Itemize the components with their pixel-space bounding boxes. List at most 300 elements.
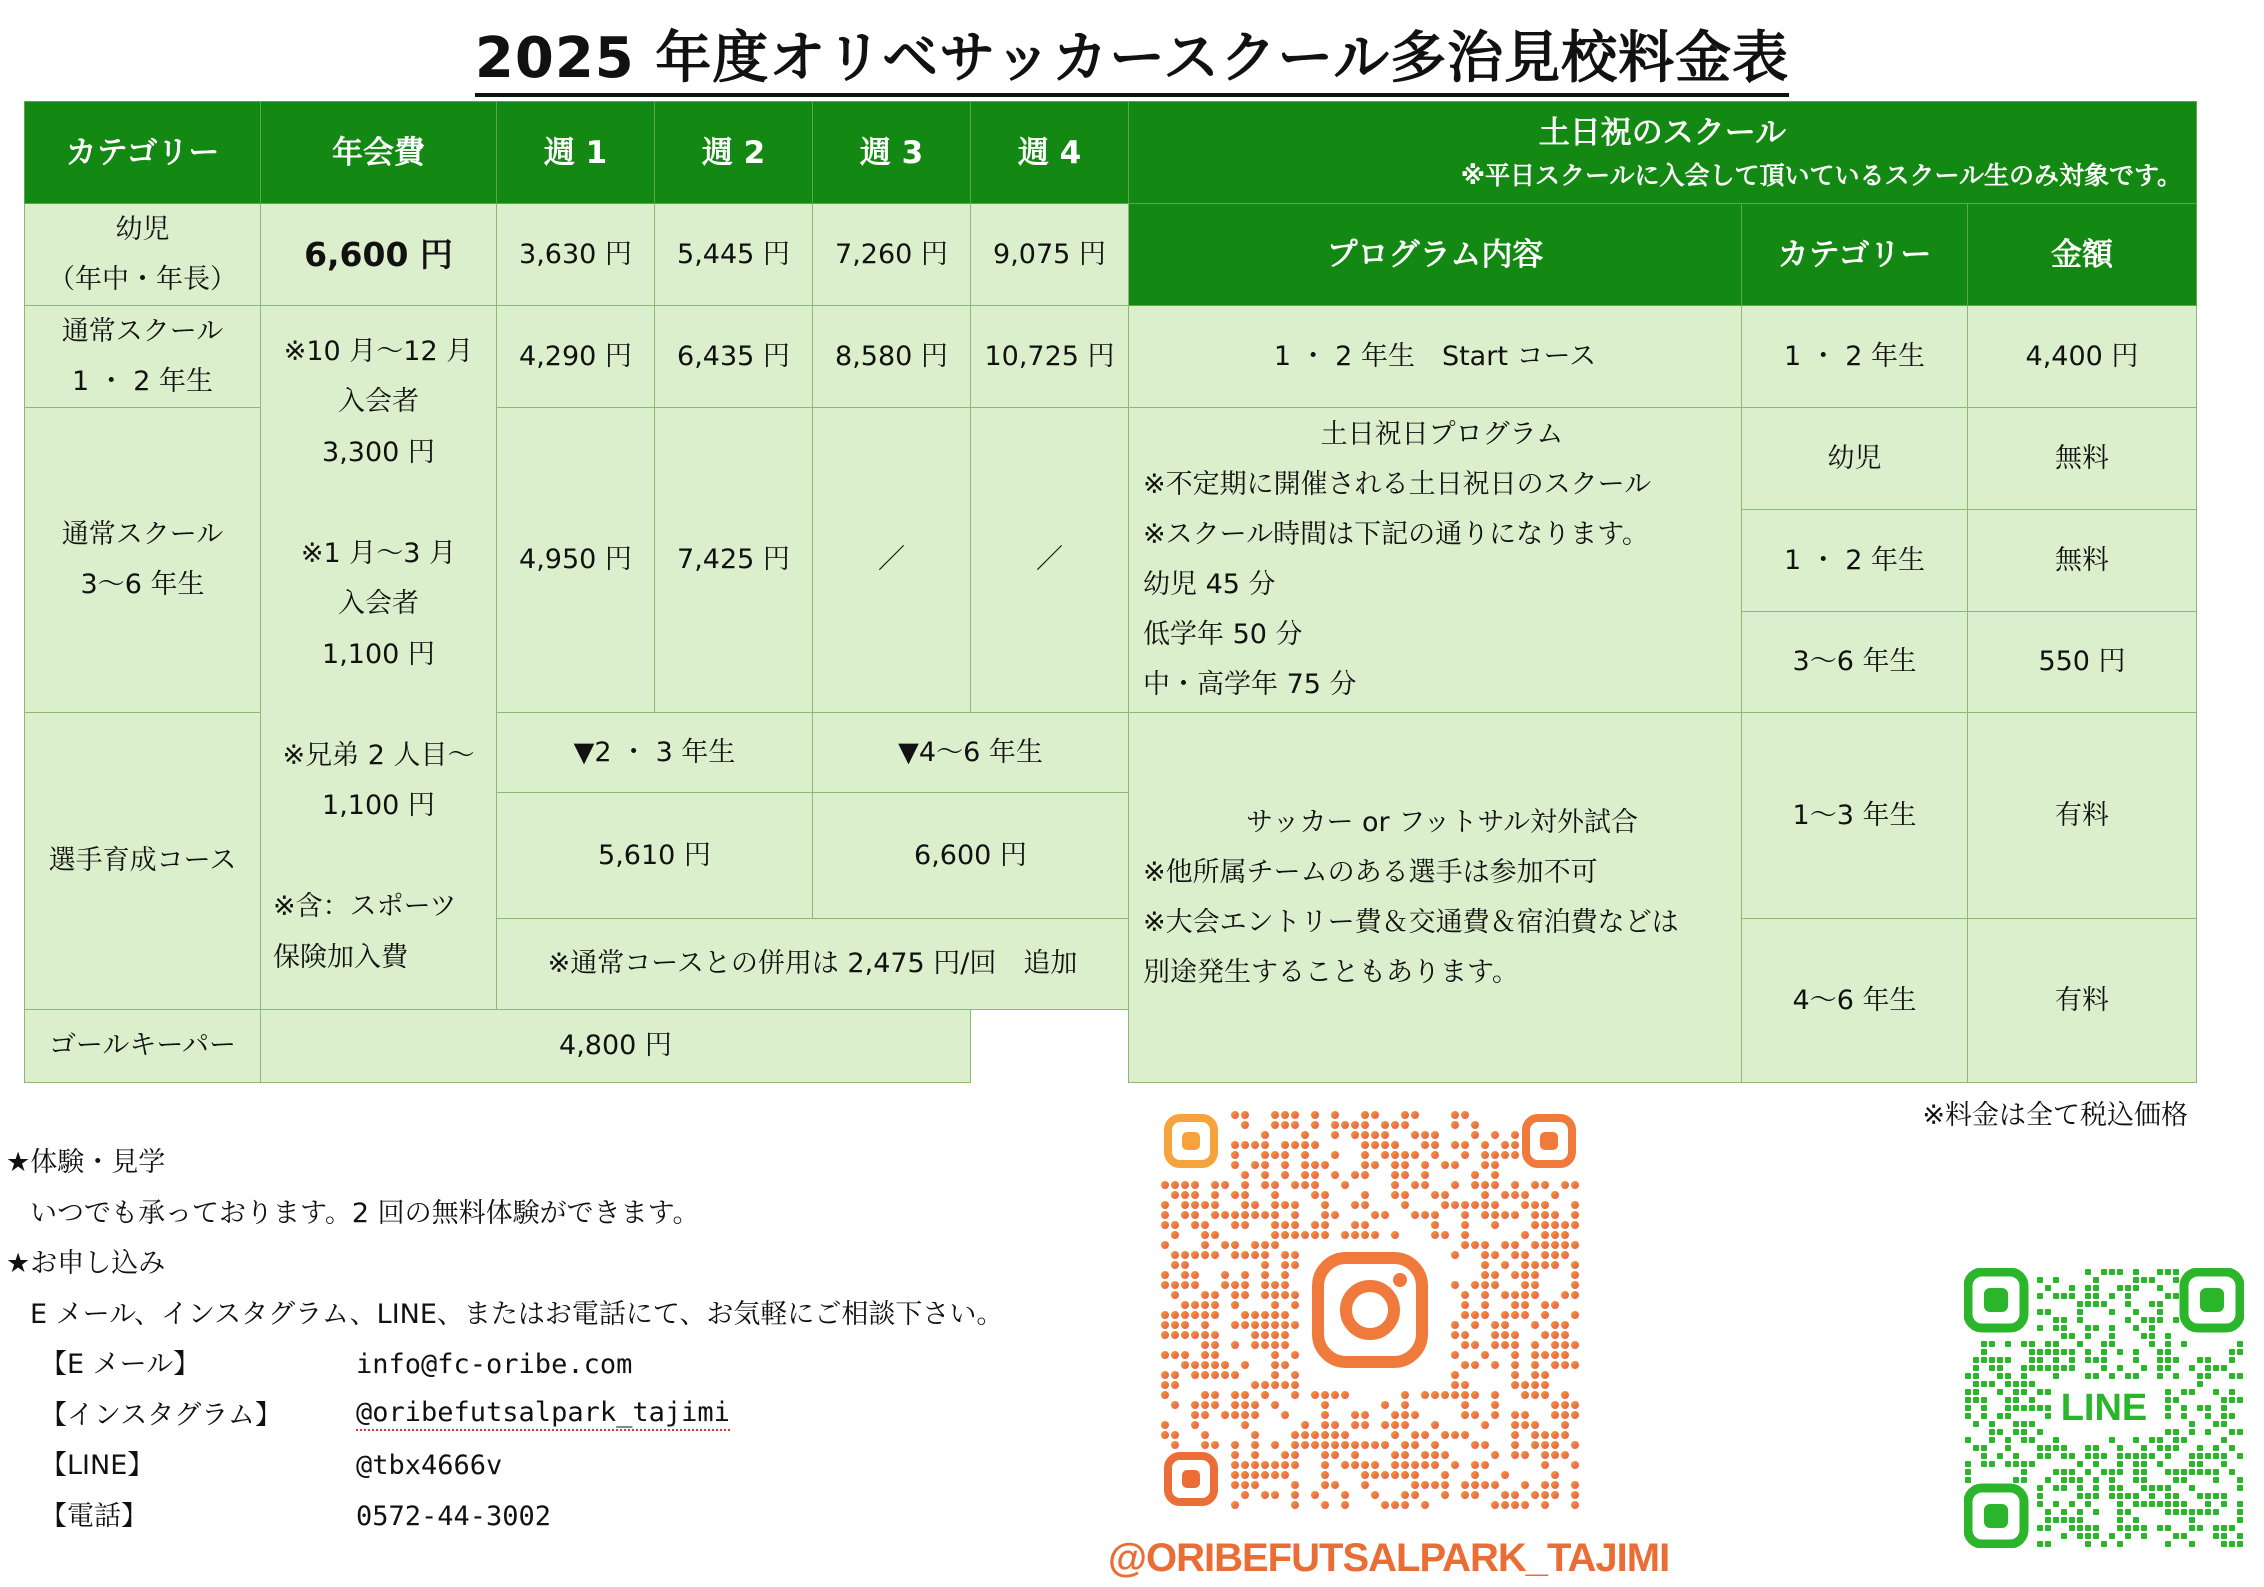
qr-module (1421, 1211, 1429, 1219)
qr-module (1191, 1421, 1199, 1429)
apply-text: E メール、インスタグラム、LINE、またはお電話にて、お気軽にご相談下さい。 (30, 1298, 1004, 1330)
qr-module (1381, 1421, 1389, 1429)
qr-module (1561, 1181, 1569, 1189)
qr-module (1181, 1301, 1189, 1309)
oct-dec-line2: 入会者 (338, 386, 419, 417)
qr-module (1965, 1437, 1971, 1443)
qr-module (1281, 1201, 1289, 1209)
qr-module (1291, 1201, 1299, 1209)
qr-module (1461, 1151, 1469, 1159)
qr-module (1411, 1411, 1419, 1419)
qr-module (1291, 1121, 1299, 1129)
qr-module (2165, 1405, 2171, 1411)
qr-module (1321, 1431, 1329, 1439)
qr-module (2061, 1349, 2067, 1355)
qr-module (1491, 1341, 1499, 1349)
instagram-icon (1305, 1245, 1435, 1375)
qr-module (1561, 1221, 1569, 1229)
qr-module (2149, 1437, 2155, 1443)
qr-module (2061, 1293, 2067, 1299)
qr-module (1321, 1481, 1329, 1489)
qr-module (2221, 1541, 2227, 1547)
qr-module (1161, 1321, 1169, 1329)
qr-module (2237, 1501, 2243, 1507)
qr-module (1381, 1211, 1389, 1219)
qr-module (1221, 1361, 1229, 1369)
qr-module (2125, 1525, 2131, 1531)
qr-module (2197, 1381, 2203, 1387)
qr-module (1531, 1281, 1539, 1289)
qr-module (2101, 1453, 2107, 1459)
qr-module (1491, 1131, 1499, 1139)
qr-module (1511, 1211, 1519, 1219)
qr-module (2149, 1341, 2155, 1347)
kids-week2: 5,445 円 (655, 204, 813, 306)
qr-module (2045, 1453, 2051, 1459)
qr-module (2109, 1533, 2115, 1539)
qr-module (1461, 1221, 1469, 1229)
holiday-amount-12: 無料 (1968, 510, 2197, 612)
qr-module (1261, 1331, 1269, 1339)
qr-module (1471, 1131, 1479, 1139)
qr-module (1451, 1331, 1459, 1339)
qr-module (1311, 1391, 1319, 1399)
qr-module (2021, 1373, 2027, 1379)
qr-module (2061, 1485, 2067, 1491)
qr-module (1331, 1131, 1339, 1139)
qr-module (2117, 1541, 2123, 1547)
qr-module (1161, 1271, 1169, 1279)
qr-module (2117, 1525, 2123, 1531)
qr-module (1381, 1131, 1389, 1139)
email-label: 【E メール】 (40, 1349, 201, 1380)
qr-module (1481, 1191, 1489, 1199)
kids-week4: 9,075 円 (971, 204, 1129, 306)
qr-module (1521, 1501, 1529, 1509)
qr-module (1311, 1171, 1319, 1179)
qr-module (1551, 1451, 1559, 1459)
qr-module (1191, 1401, 1199, 1409)
qr-module (2157, 1373, 2163, 1379)
qr-module (1461, 1301, 1469, 1309)
qr-module (2237, 1453, 2243, 1459)
qr-module (1261, 1311, 1269, 1319)
qr-module (1461, 1381, 1469, 1389)
qr-module (2101, 1469, 2107, 1475)
qr-module (1231, 1211, 1239, 1219)
qr-module (1371, 1471, 1379, 1479)
header-program: プログラム内容 (1129, 204, 1742, 306)
jan-mar-line1: ※1 月〜3 月 (300, 537, 457, 569)
qr-module (2101, 1301, 2107, 1307)
qr-module (1561, 1321, 1569, 1329)
qr-module (1171, 1261, 1179, 1269)
qr-module (1431, 1461, 1439, 1469)
qr-module (1341, 1121, 1349, 1129)
qr-module (2045, 1509, 2051, 1515)
qr-module (2117, 1509, 2123, 1515)
qr-module (2205, 1493, 2211, 1499)
qr-module (1491, 1281, 1499, 1289)
qr-module (1321, 1441, 1329, 1449)
qr-module (1411, 1131, 1419, 1139)
category-regular-12-line2: 1 ・ 2 年生 (71, 365, 214, 397)
qr-module (2133, 1325, 2139, 1331)
qr-module (2149, 1501, 2155, 1507)
line-row (6, 1441, 1003, 1492)
qr-module (1491, 1361, 1499, 1369)
qr-module (2173, 1269, 2179, 1275)
qr-module (1551, 1331, 1559, 1339)
qr-module (1291, 1371, 1299, 1379)
qr-module (2093, 1453, 2099, 1459)
qr-module (1461, 1391, 1469, 1399)
category-kids-line1: 幼児 (115, 213, 170, 245)
qr-module (1321, 1451, 1329, 1459)
qr-module (1181, 1331, 1189, 1339)
qr-module (1973, 1445, 1979, 1451)
qr-module (1321, 1461, 1329, 1469)
qr-module (2165, 1357, 2171, 1363)
qr-module (1241, 1141, 1249, 1149)
qr-module (1521, 1411, 1529, 1419)
qr-module (1501, 1471, 1509, 1479)
qr-module (2141, 1469, 2147, 1475)
instagram-value[interactable]: @oribefutsalpark_tajimi (356, 1391, 730, 1431)
qr-module (1521, 1251, 1529, 1259)
qr-module (1221, 1411, 1229, 1419)
qr-module (1461, 1331, 1469, 1339)
qr-module (1391, 1451, 1399, 1459)
qr-module (2205, 1413, 2211, 1419)
qr-module (2069, 1469, 2075, 1475)
qr-module (1401, 1441, 1409, 1449)
qr-module (1241, 1251, 1249, 1259)
qr-module (2165, 1453, 2171, 1459)
qr-module (1281, 1341, 1289, 1349)
qr-module (1261, 1171, 1269, 1179)
qr-module (1231, 1401, 1239, 1409)
qr-module (1481, 1181, 1489, 1189)
qr-module (1441, 1161, 1449, 1169)
qr-module (2045, 1365, 2051, 1371)
qr-module (1351, 1411, 1359, 1419)
qr-module (2085, 1541, 2091, 1547)
qr-module (2125, 1509, 2131, 1515)
qr-module (1561, 1411, 1569, 1419)
qr-module (1201, 1331, 1209, 1339)
qr-module (1531, 1321, 1539, 1329)
qr-module (2157, 1285, 2163, 1291)
qr-module (1461, 1211, 1469, 1219)
qr-module (1511, 1371, 1519, 1379)
phone-value[interactable]: 0572-44-3002 (356, 1500, 552, 1532)
qr-module (1571, 1341, 1579, 1349)
qr-module (1471, 1481, 1479, 1489)
qr-module (1281, 1311, 1289, 1319)
qr-module (1311, 1221, 1319, 1229)
qr-module (1271, 1341, 1279, 1349)
goalkeeper-price: 4,800 円 (261, 1010, 971, 1083)
qr-module (2029, 1421, 2035, 1427)
qr-module (1161, 1281, 1169, 1289)
qr-module (1571, 1201, 1579, 1209)
qr-module (1331, 1431, 1339, 1439)
qr-module (1451, 1181, 1459, 1189)
qr-module (1501, 1491, 1509, 1499)
qr-module (1231, 1301, 1239, 1309)
qr-module (2109, 1325, 2115, 1331)
qr-module (1281, 1221, 1289, 1229)
qr-module (2093, 1533, 2099, 1539)
qr-module (1261, 1261, 1269, 1269)
qr-module (1981, 1397, 1987, 1403)
qr-module (1231, 1341, 1239, 1349)
matches-line1: サッカー or フットサル対外試合 (1245, 806, 1638, 838)
qr-module (2005, 1341, 2011, 1347)
qr-module (1301, 1181, 1309, 1189)
qr-module (1281, 1361, 1289, 1369)
qr-module (2173, 1509, 2179, 1515)
qr-module (1321, 1421, 1329, 1429)
qr-module (2141, 1365, 2147, 1371)
line-value[interactable]: @tbx4666v (356, 1450, 503, 1481)
qr-module (1331, 1421, 1339, 1429)
qr-module (1241, 1361, 1249, 1369)
qr-module (1241, 1291, 1249, 1299)
qr-module (2157, 1357, 2163, 1363)
qr-module (1521, 1191, 1529, 1199)
qr-module (1161, 1201, 1169, 1209)
qr-module (1181, 1261, 1189, 1269)
qr-module (1571, 1361, 1579, 1369)
qr-module (2093, 1445, 2099, 1451)
qr-module (1211, 1191, 1219, 1199)
qr-module (2101, 1269, 2107, 1275)
qr-module (2093, 1493, 2099, 1499)
qr-module (1291, 1251, 1299, 1259)
qr-module (2061, 1325, 2067, 1331)
qr-module (1981, 1341, 1987, 1347)
qr-module (2221, 1365, 2227, 1371)
qr-module (1171, 1431, 1179, 1439)
qr-module (2037, 1349, 2043, 1355)
qr-module (1531, 1261, 1539, 1269)
qr-module (1291, 1301, 1299, 1309)
qr-module (2157, 1301, 2163, 1307)
qr-module (1241, 1211, 1249, 1219)
line-qr-code[interactable] (1964, 1268, 2244, 1548)
qr-module (1981, 1349, 1987, 1355)
qr-module (1361, 1111, 1369, 1119)
qr-module (1511, 1341, 1519, 1349)
qr-module (1481, 1271, 1489, 1279)
qr-module (1241, 1481, 1249, 1489)
qr-module (1411, 1211, 1419, 1219)
holiday-program-line4: 幼児 45 分 (1143, 569, 1276, 600)
qr-module (1271, 1121, 1279, 1129)
qr-module (1491, 1161, 1499, 1169)
qr-module (1241, 1311, 1249, 1319)
instagram-qr-code[interactable] (1160, 1110, 1580, 1510)
qr-module (1511, 1301, 1519, 1309)
qr-module (1321, 1221, 1329, 1229)
qr-module (2165, 1445, 2171, 1451)
qr-module (1201, 1391, 1209, 1399)
qr-module (2213, 1469, 2219, 1475)
qr-module (1421, 1451, 1429, 1459)
qr-module (1291, 1231, 1299, 1239)
qr-module (2109, 1333, 2115, 1339)
qr-module (2205, 1453, 2211, 1459)
qr-module (1511, 1411, 1519, 1419)
qr-module (1341, 1231, 1349, 1239)
qr-module (1381, 1441, 1389, 1449)
qr-module (1191, 1301, 1199, 1309)
qr-module (1511, 1351, 1519, 1359)
qr-module (1989, 1357, 1995, 1363)
qr-module (1973, 1365, 1979, 1371)
qr-module (1361, 1191, 1369, 1199)
qr-module (1261, 1461, 1269, 1469)
qr-module (1481, 1281, 1489, 1289)
qr-module (1171, 1251, 1179, 1259)
qr-module (1381, 1401, 1389, 1409)
qr-module (1231, 1441, 1239, 1449)
qr-module (2085, 1453, 2091, 1459)
qr-module (1191, 1281, 1199, 1289)
qr-module (2229, 1469, 2235, 1475)
qr-module (2141, 1333, 2147, 1339)
qr-module (1391, 1171, 1399, 1179)
qr-module (2037, 1493, 2043, 1499)
qr-module (1261, 1491, 1269, 1499)
qr-module (2013, 1477, 2019, 1483)
header-week1: 週 1 (497, 102, 655, 204)
qr-module (1511, 1491, 1519, 1499)
qr-module (1531, 1361, 1539, 1369)
qr-module (1241, 1221, 1249, 1229)
qr-module (1431, 1391, 1439, 1399)
qr-module (1301, 1421, 1309, 1429)
qr-module (1973, 1397, 1979, 1403)
qr-module (2205, 1469, 2211, 1475)
qr-module (1501, 1261, 1509, 1269)
qr-module (1161, 1431, 1169, 1439)
qr-module (1521, 1231, 1529, 1239)
qr-module (2093, 1357, 2099, 1363)
qr-module (2109, 1293, 2115, 1299)
apply-heading: ★お申し込み (6, 1248, 166, 1279)
qr-module (1531, 1341, 1539, 1349)
qr-module (2165, 1493, 2171, 1499)
qr-module (2101, 1341, 2107, 1347)
qr-module (1391, 1141, 1399, 1149)
qr-module (2157, 1349, 2163, 1355)
qr-module (1231, 1411, 1239, 1419)
qr-module (1271, 1221, 1279, 1229)
qr-module (2069, 1453, 2075, 1459)
email-value[interactable]: info@fc-oribe.com (356, 1349, 633, 1380)
weekend-note: ※平日スクールに入会して頂いているスクール生のみ対象です。 (1460, 160, 2182, 190)
qr-module (1221, 1241, 1229, 1249)
qr-module (1171, 1371, 1179, 1379)
oct-dec-line1: ※10 月〜12 月 (283, 335, 474, 367)
qr-module (1281, 1161, 1289, 1169)
qr-module (2173, 1429, 2179, 1435)
qr-module (1361, 1161, 1369, 1169)
qr-module (1541, 1251, 1549, 1259)
kids-week3: 7,260 円 (813, 204, 971, 306)
holiday-program-line1: 土日祝日プログラム (1320, 419, 1564, 450)
qr-module (1491, 1271, 1499, 1279)
qr-module (1965, 1389, 1971, 1395)
qr-module (1421, 1481, 1429, 1489)
qr-module (1411, 1151, 1419, 1159)
qr-module (2237, 1349, 2243, 1355)
qr-module (1461, 1481, 1469, 1489)
header-week2: 週 2 (655, 102, 813, 204)
qr-module (1301, 1131, 1309, 1139)
sibling-line1: ※兄弟 2 人目〜 (282, 739, 475, 771)
qr-module (2045, 1309, 2051, 1315)
qr-module (1551, 1221, 1559, 1229)
qr-module (2045, 1525, 2051, 1531)
qr-module (1211, 1331, 1219, 1339)
qr-module (1341, 1461, 1349, 1469)
qr-module (1521, 1391, 1529, 1399)
qr-module (1341, 1391, 1349, 1399)
qr-module (2173, 1477, 2179, 1483)
sibling-line2: 1,100 円 (322, 790, 435, 821)
phone-label: 【電話】 (40, 1500, 148, 1532)
qr-module (2173, 1493, 2179, 1499)
qr-module (1201, 1291, 1209, 1299)
qr-module (2221, 1533, 2227, 1539)
qr-module (1251, 1321, 1259, 1329)
qr-module (1271, 1111, 1279, 1119)
qr-module (1251, 1381, 1259, 1389)
qr-module (1541, 1201, 1549, 1209)
qr-module (1541, 1461, 1549, 1469)
qr-module (1211, 1361, 1219, 1369)
qr-module (1181, 1271, 1189, 1279)
qr-module (2165, 1413, 2171, 1419)
annual-fee-value: 6,600 円 (261, 204, 497, 306)
qr-module (1511, 1291, 1519, 1299)
qr-module (1511, 1381, 1519, 1389)
qr-module (1201, 1361, 1209, 1369)
qr-module (2181, 1501, 2187, 1507)
header-week4: 週 4 (971, 102, 1129, 204)
qr-module (2085, 1285, 2091, 1291)
qr-module (1441, 1231, 1449, 1239)
qr-module (1511, 1191, 1519, 1199)
qr-module (2197, 1525, 2203, 1531)
qr-module (2141, 1461, 2147, 1467)
qr-module (2141, 1501, 2147, 1507)
qr-module (1331, 1151, 1339, 1159)
qr-module (2085, 1293, 2091, 1299)
qr-module (1271, 1281, 1279, 1289)
qr-module (1551, 1481, 1559, 1489)
qr-module (1281, 1271, 1289, 1279)
qr-module (2197, 1509, 2203, 1515)
qr-module (2173, 1445, 2179, 1451)
qr-module (1571, 1221, 1579, 1229)
qr-module (1371, 1211, 1379, 1219)
qr-module (2181, 1477, 2187, 1483)
